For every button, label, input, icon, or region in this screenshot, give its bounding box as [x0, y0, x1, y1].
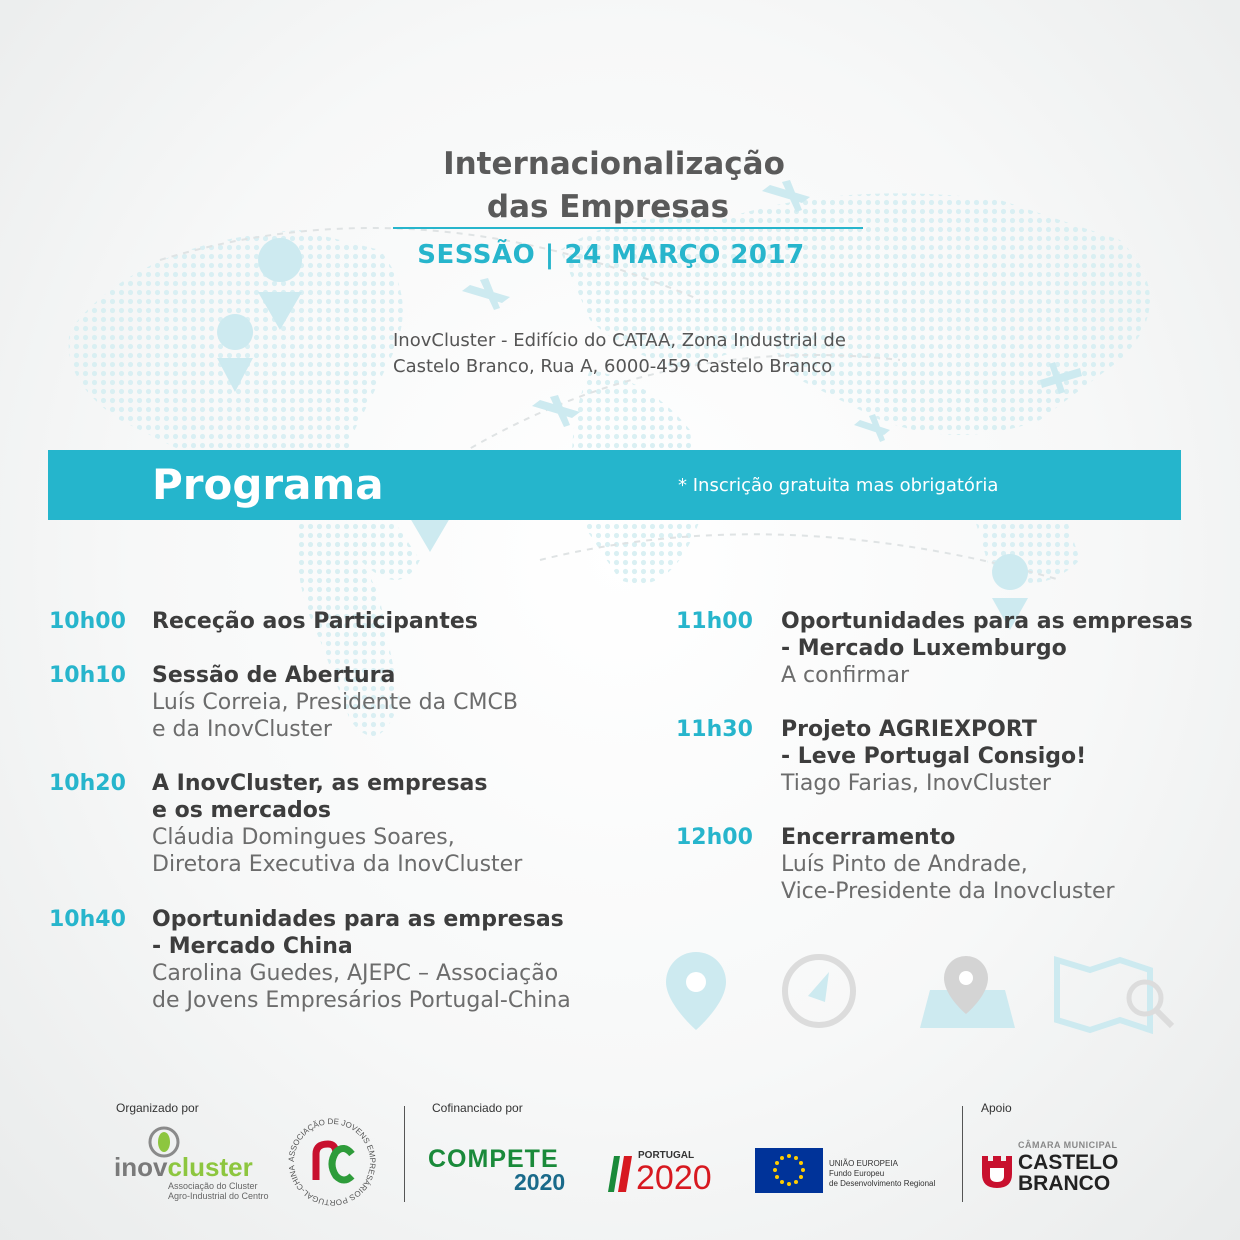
schedule-title: Oportunidades para as empresas: [152, 907, 564, 932]
schedule-title: Projeto AGRIEXPORT: [781, 717, 1037, 742]
inovcluster-logo: [114, 1124, 284, 1204]
portugal-word: PORTUGAL: [638, 1150, 695, 1161]
cm-name: CASTELO: [1018, 1151, 1119, 1174]
schedule-speaker: A confirmar: [781, 663, 910, 688]
event-title-line2: das Empresas: [486, 189, 730, 225]
schedule-time: 11h30: [676, 717, 753, 742]
castle-shield-icon: [980, 1154, 1014, 1190]
address-line: InovCluster - Edifício do CATAA, Zona Industrial de: [393, 330, 846, 351]
inovcluster-subtitle: Agro-Industrial do Centro: [168, 1191, 269, 1201]
schedule-speaker: Tiago Farias, InovCluster: [781, 771, 1051, 796]
schedule-title: A InovCluster, as empresas: [152, 771, 488, 796]
schedule-speaker: Luís Correia, Presidente da CMCB: [152, 690, 518, 715]
schedule-title: Oportunidades para as empresas: [781, 609, 1193, 634]
cofinanced-by-label: Cofinanciado por: [432, 1101, 523, 1115]
schedule-time: 10h40: [49, 907, 126, 932]
schedule-time: 10h10: [49, 663, 126, 688]
compete2020-logo: [428, 1146, 588, 1196]
eu-feder-logo: [755, 1148, 955, 1198]
castelo-branco-logo: [980, 1140, 1150, 1200]
schedule-time: 10h00: [49, 609, 126, 634]
session-date: SESSÃO | 24 MARÇO 2017: [417, 240, 805, 270]
portugal-year: 2020: [636, 1159, 712, 1197]
schedule-speaker: de Jovens Empresários Portugal-China: [152, 988, 571, 1013]
schedule-title: e os mercados: [152, 798, 331, 823]
schedule-time: 10h20: [49, 771, 126, 796]
compete-word: COMPETE: [428, 1145, 559, 1173]
schedule-title: - Mercado Luxemburgo: [781, 636, 1067, 661]
address-line: Castelo Branco, Rua A, 6000-459 Castelo Branco: [393, 356, 833, 377]
organized-by-label: Organizado por: [116, 1101, 199, 1115]
eu-text: de Desenvolvimento Regional: [829, 1179, 936, 1188]
footer-divider: [962, 1106, 963, 1202]
schedule-speaker: Cláudia Domingues Soares,: [152, 825, 455, 850]
support-label: Apoio: [981, 1101, 1012, 1115]
schedule-speaker: Luís Pinto de Andrade,: [781, 852, 1028, 877]
venue-address: [393, 328, 933, 380]
eu-text: UNIÃO EUROPEIA: [829, 1159, 898, 1168]
schedule-speaker: Carolina Guedes, AJEPC – Associação: [152, 961, 559, 986]
schedule-title: Encerramento: [781, 825, 956, 850]
eu-flag-icon: [755, 1148, 823, 1193]
schedule-title: - Mercado China: [152, 934, 353, 959]
portugal-flag-icon: [604, 1152, 634, 1194]
ajepc-seal-logo: [284, 1114, 380, 1210]
eu-text: Fundo Europeu: [829, 1169, 885, 1178]
schedule-title: - Leve Portugal Consigo!: [781, 744, 1087, 769]
inovcluster-subtitle: Associação do Cluster: [168, 1181, 258, 1191]
footer-divider: [404, 1106, 405, 1202]
cm-small-text: CÂMARA MUNICIPAL: [1018, 1140, 1118, 1150]
title-underline: [393, 227, 863, 229]
registration-note: * Inscrição gratuita mas obrigatória: [678, 475, 999, 496]
schedule-title: Sessão de Abertura: [152, 663, 396, 688]
event-title-line1: Internacionalização: [443, 146, 785, 182]
compete-year: 2020: [514, 1169, 566, 1195]
program-title: Programa: [152, 460, 384, 509]
portugal2020-logo: [604, 1150, 744, 1200]
inovcluster-name-part: inov: [114, 1152, 168, 1182]
schedule-speaker: Vice-Presidente da Inovcluster: [781, 879, 1115, 904]
schedule-title: Receção aos Participantes: [152, 609, 478, 634]
inovcluster-name-part: cluster: [167, 1152, 253, 1182]
program-banner: [48, 450, 1181, 520]
schedule-speaker: e da InovCluster: [152, 717, 332, 742]
schedule-speaker: Diretora Executiva da InovCluster: [152, 852, 523, 877]
ajepc-ring-text: ASSOCIAÇÃO DE JOVENS EMPRESÁRIOS PORTUGAL-CHINA: [286, 1116, 378, 1208]
schedule-time: 12h00: [676, 825, 753, 850]
schedule-time: 11h00: [676, 609, 753, 634]
cm-name: BRANCO: [1018, 1172, 1111, 1195]
